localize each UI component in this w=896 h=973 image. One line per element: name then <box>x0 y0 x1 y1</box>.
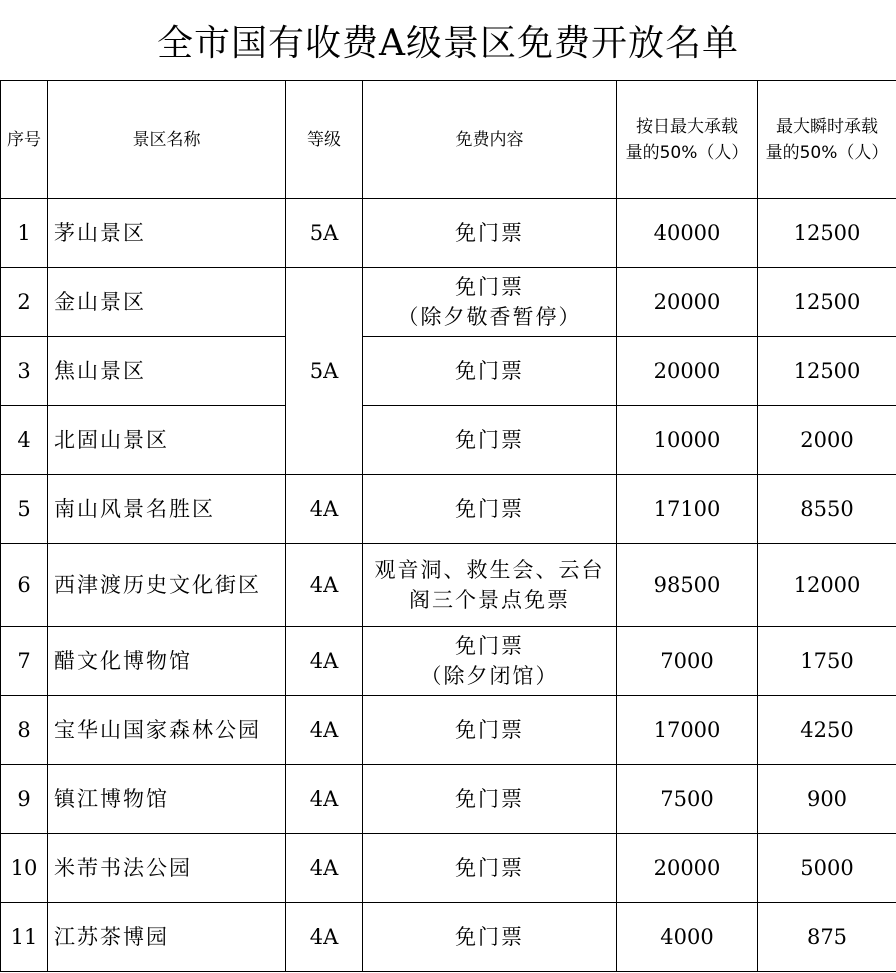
cell-name: 北固山景区 <box>48 406 286 475</box>
cell-content <box>363 903 617 972</box>
cell-name: 焦山景区 <box>48 337 286 406</box>
cell-instant: 5000 <box>758 834 896 903</box>
table-row <box>1 337 896 406</box>
header-level: 等级 <box>286 81 363 199</box>
table-row <box>1 475 896 544</box>
content-line: 免门票 <box>455 634 524 658</box>
cell-daily: 20000 <box>617 337 758 406</box>
header-instant-line1: 最大瞬时承载 <box>776 116 878 137</box>
content-line: 免门票 <box>455 718 524 742</box>
table-row <box>1 765 896 834</box>
cell-instant: 875 <box>758 903 896 972</box>
content-line: 免门票 <box>455 359 524 383</box>
cell-daily: 10000 <box>617 406 758 475</box>
header-instant-line2: 量的50%（人） <box>765 142 889 163</box>
cell-content <box>363 627 617 696</box>
cell-instant: 4250 <box>758 696 896 765</box>
scenic-spots-table <box>0 80 896 972</box>
table-row <box>1 199 896 268</box>
cell-daily: 20000 <box>617 834 758 903</box>
cell-name: 宝华山国家森林公园 <box>48 696 286 765</box>
cell-instant: 12500 <box>758 337 896 406</box>
cell-instant: 8550 <box>758 475 896 544</box>
cell-level: 4A <box>286 765 363 834</box>
cell-seq: 5 <box>1 475 48 544</box>
cell-level: 4A <box>286 696 363 765</box>
cell-seq: 3 <box>1 337 48 406</box>
cell-daily: 17100 <box>617 475 758 544</box>
header-daily-line2: 量的50%（人） <box>625 142 749 163</box>
cell-instant: 2000 <box>758 406 896 475</box>
header-instant <box>758 81 896 199</box>
cell-level: 4A <box>286 544 363 627</box>
content-line: （除夕敬香暂停） <box>397 305 582 329</box>
cell-instant: 12500 <box>758 268 896 337</box>
header-seq: 序号 <box>1 81 48 199</box>
content-line: 免门票 <box>455 856 524 880</box>
table-row <box>1 406 896 475</box>
cell-level: 4A <box>286 475 363 544</box>
header-daily-line1: 按日最大承载 <box>636 116 738 137</box>
cell-seq: 7 <box>1 627 48 696</box>
table-row <box>1 544 896 627</box>
content-line: 免门票 <box>455 221 524 245</box>
table-row <box>1 268 896 337</box>
cell-name: 西津渡历史文化街区 <box>48 544 286 627</box>
table-row <box>1 903 896 972</box>
cell-level: 4A <box>286 903 363 972</box>
cell-daily: 17000 <box>617 696 758 765</box>
cell-seq: 2 <box>1 268 48 337</box>
cell-content <box>363 696 617 765</box>
cell-daily: 20000 <box>617 268 758 337</box>
header-content: 免费内容 <box>363 81 617 199</box>
cell-content <box>363 199 617 268</box>
cell-level: 4A <box>286 627 363 696</box>
header-row <box>1 81 896 199</box>
cell-name: 镇江博物馆 <box>48 765 286 834</box>
cell-name: 米芾书法公园 <box>48 834 286 903</box>
cell-seq: 6 <box>1 544 48 627</box>
content-line: 观音洞、救生会、云台 <box>374 558 605 582</box>
cell-name: 南山风景名胜区 <box>48 475 286 544</box>
content-line: （除夕闭馆） <box>420 664 559 688</box>
cell-content <box>363 834 617 903</box>
cell-instant: 900 <box>758 765 896 834</box>
content-line: 免门票 <box>455 428 524 452</box>
cell-content <box>363 337 617 406</box>
page-title: 全市国有收费A级景区免费开放名单 <box>157 22 739 64</box>
content-line: 免门票 <box>455 275 524 299</box>
table-row <box>1 834 896 903</box>
cell-seq: 10 <box>1 834 48 903</box>
cell-instant: 12000 <box>758 544 896 627</box>
content-line: 免门票 <box>455 925 524 949</box>
cell-name: 茅山景区 <box>48 199 286 268</box>
content-line: 免门票 <box>455 787 524 811</box>
content-line: 阁三个景点免票 <box>409 588 570 612</box>
cell-daily: 40000 <box>617 199 758 268</box>
table-row <box>1 696 896 765</box>
cell-content <box>363 765 617 834</box>
cell-seq: 1 <box>1 199 48 268</box>
cell-content <box>363 406 617 475</box>
cell-instant: 12500 <box>758 199 896 268</box>
content-line: 免门票 <box>455 497 524 521</box>
cell-content <box>363 268 617 337</box>
cell-level-merged: 5A <box>286 268 363 475</box>
header-name: 景区名称 <box>48 81 286 199</box>
cell-name: 金山景区 <box>48 268 286 337</box>
cell-name: 醋文化博物馆 <box>48 627 286 696</box>
table-row <box>1 627 896 696</box>
cell-daily: 98500 <box>617 544 758 627</box>
cell-level: 5A <box>286 199 363 268</box>
cell-daily: 7000 <box>617 627 758 696</box>
cell-seq: 4 <box>1 406 48 475</box>
cell-content <box>363 544 617 627</box>
cell-seq: 8 <box>1 696 48 765</box>
cell-level: 4A <box>286 834 363 903</box>
cell-content <box>363 475 617 544</box>
cell-name: 江苏茶博园 <box>48 903 286 972</box>
cell-seq: 11 <box>1 903 48 972</box>
cell-daily: 4000 <box>617 903 758 972</box>
cell-seq: 9 <box>1 765 48 834</box>
cell-instant: 1750 <box>758 627 896 696</box>
cell-daily: 7500 <box>617 765 758 834</box>
header-daily <box>617 81 758 199</box>
